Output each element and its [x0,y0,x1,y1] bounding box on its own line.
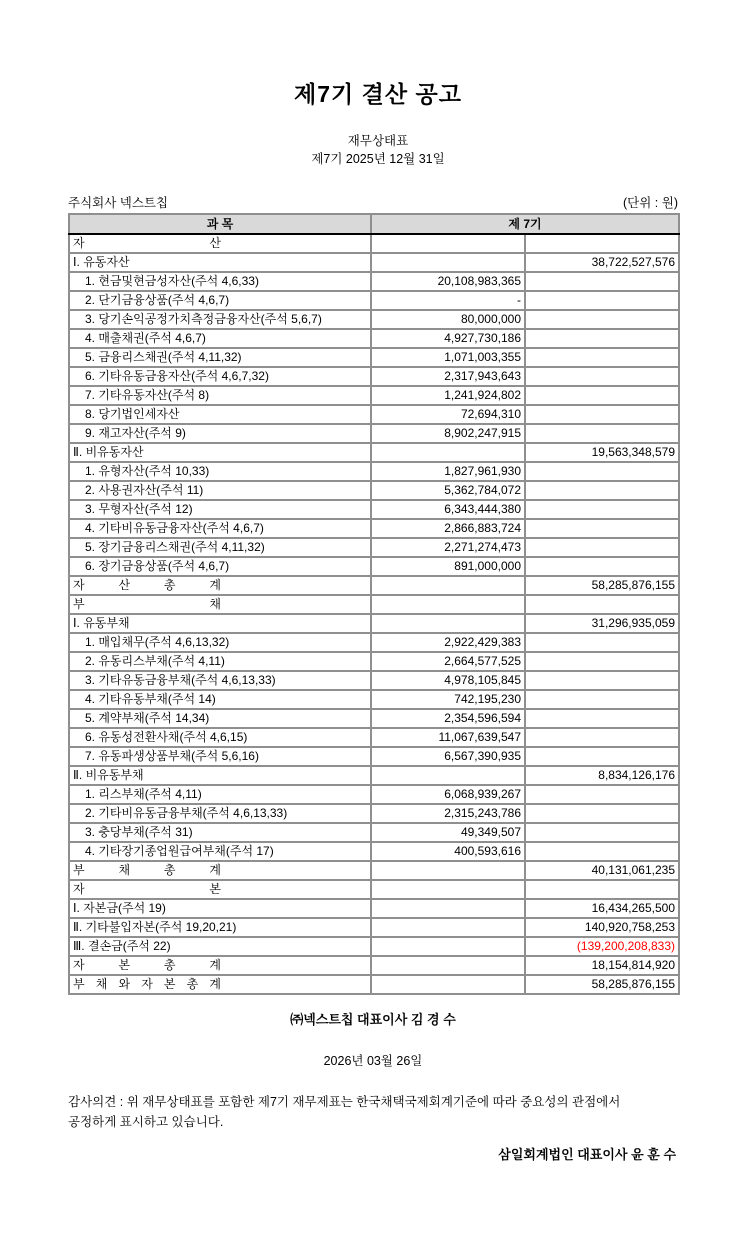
table-row [69,671,679,690]
item-label: 3. 무형자산(주석 12) [69,500,371,519]
amount-cell: 6,567,390,935 [371,747,525,766]
total-cell [525,424,679,443]
total-cell: 19,563,348,579 [525,443,679,462]
amount-cell [371,443,525,462]
item-label: Ⅰ. 유동부채 [69,614,371,633]
table-row [69,937,679,956]
total-cell [525,804,679,823]
item-label [69,595,371,614]
item-label: 1. 현금및현금성자산(주석 4,6,33) [69,272,371,291]
amount-cell: - [371,291,525,310]
item-label: Ⅰ. 자본금(주석 19) [69,899,371,918]
item-label: 6. 유동성전환사채(주석 4,6,15) [69,728,371,747]
total-cell [525,291,679,310]
amount-cell [371,918,525,937]
item-label-spread: 부 채 [73,597,221,611]
total-cell [525,538,679,557]
item-label [69,880,371,899]
amount-cell: 742,195,230 [371,690,525,709]
statement-date: 제7기 2025년 12월 31일 [311,152,445,166]
amount-cell [371,937,525,956]
item-label [69,576,371,595]
item-label: 8. 당기법인세자산 [69,405,371,424]
table-row [69,709,679,728]
page-title: 제7기 결산 공고 [294,81,462,107]
total-cell [525,519,679,538]
amount-cell [371,253,525,272]
table-header-row [69,214,679,234]
table-row [69,766,679,785]
amount-cell: 6,343,444,380 [371,500,525,519]
total-cell [525,310,679,329]
table-row [69,633,679,652]
table-row [69,234,679,253]
amount-cell: 2,664,577,525 [371,652,525,671]
amount-cell: 1,241,924,802 [371,386,525,405]
ceo-signature-line: ㈜넥스트칩 대표이사 김 경 수 [290,1012,456,1027]
table-row [69,272,679,291]
item-label: 1. 매입채무(주석 4,6,13,32) [69,633,371,652]
item-label-spread: 자 본 [73,882,221,896]
subtitle-block [0,132,756,168]
table-row [69,348,679,367]
item-label: 7. 유동파생상품부채(주석 5,6,16) [69,747,371,766]
amount-cell [371,614,525,633]
auditor-signature-line: 삼일회계법인 대표이사 윤 훈 수 [498,1146,676,1162]
amount-cell [371,234,525,253]
item-label: 3. 기타유동금융부채(주석 4,6,13,33) [69,671,371,690]
total-cell: 31,296,935,059 [525,614,679,633]
column-header-item: 과 목 [69,214,371,234]
total-cell [525,671,679,690]
total-cell: 8,834,126,176 [525,766,679,785]
item-label: 6. 장기금융상품(주석 4,6,7) [69,557,371,576]
audit-opinion-line2: 공정하게 표시하고 있습니다. [68,1115,224,1129]
table-row [69,652,679,671]
table-row [69,481,679,500]
table-row [69,500,679,519]
column-header-period: 제 7기 [371,214,679,234]
table-row [69,975,679,994]
balance-sheet-table [68,213,680,995]
amount-cell [371,576,525,595]
table-row [69,690,679,709]
total-cell [525,386,679,405]
table-row [69,291,679,310]
amount-cell [371,880,525,899]
total-cell: (139,200,208,833) [525,937,679,956]
total-cell [525,367,679,386]
item-label [69,975,371,994]
table-row [69,253,679,272]
total-cell [525,348,679,367]
total-cell [525,747,679,766]
amount-cell: 2,315,243,786 [371,804,525,823]
item-label: 5. 금융리스채권(주석 4,11,32) [69,348,371,367]
item-label: 2. 기타비유동금융부채(주석 4,6,13,33) [69,804,371,823]
amount-cell: 1,071,003,355 [371,348,525,367]
amount-cell [371,899,525,918]
amount-cell: 8,902,247,915 [371,424,525,443]
item-label: 4. 기타유동부채(주석 14) [69,690,371,709]
total-cell [525,481,679,500]
amount-cell: 80,000,000 [371,310,525,329]
item-label: 1. 리스부채(주석 4,11) [69,785,371,804]
table-row [69,576,679,595]
table-row [69,842,679,861]
item-label: Ⅱ. 비유동부채 [69,766,371,785]
total-cell [525,652,679,671]
item-label-spread: 자 산 [73,236,221,250]
item-label: 2. 사용권자산(주석 11) [69,481,371,500]
item-label-spread: 자 산 총 계 [73,578,221,592]
item-label: 1. 유형자산(주석 10,33) [69,462,371,481]
amount-cell: 4,978,105,845 [371,671,525,690]
amount-cell: 2,354,596,594 [371,709,525,728]
amount-cell: 20,108,983,365 [371,272,525,291]
table-row [69,614,679,633]
table-row [69,424,679,443]
total-cell [525,557,679,576]
company-row [68,195,678,211]
total-cell [525,842,679,861]
total-cell: 140,920,758,253 [525,918,679,937]
table-row [69,557,679,576]
table-row [69,329,679,348]
amount-cell [371,766,525,785]
table-row [69,443,679,462]
amount-cell: 2,271,274,473 [371,538,525,557]
balance-sheet-body [69,234,679,994]
item-label: 4. 기타비유동금융자산(주석 4,6,7) [69,519,371,538]
total-cell [525,823,679,842]
item-label: 3. 충당부채(주석 31) [69,823,371,842]
item-label-spread: 자 본 총 계 [73,958,221,972]
table-row [69,899,679,918]
table-row [69,386,679,405]
table-row [69,405,679,424]
audit-opinion [68,1092,678,1132]
item-label: Ⅱ. 비유동자산 [69,443,371,462]
amount-cell: 49,349,507 [371,823,525,842]
amount-cell [371,956,525,975]
item-label [69,861,371,880]
item-label: 6. 기타유동금융자산(주석 4,6,7,32) [69,367,371,386]
total-cell [525,595,679,614]
item-label: Ⅱ. 기타불입자본(주석 19,20,21) [69,918,371,937]
table-row [69,538,679,557]
amount-cell: 2,317,943,643 [371,367,525,386]
amount-cell [371,975,525,994]
table-row [69,462,679,481]
audit-opinion-line1: 감사의견 : 위 재무상태표를 포함한 제7기 재무제표는 한국채택국제회계기준에 따라 중요성의 관점에서 [68,1095,621,1109]
company-name: 주식회사 넥스트칩 [68,196,169,210]
table-row [69,728,679,747]
amount-cell: 1,827,961,930 [371,462,525,481]
total-cell: 16,434,265,500 [525,899,679,918]
item-label [69,956,371,975]
table-row [69,804,679,823]
table-row [69,918,679,937]
statement-name: 재무상태표 [347,134,409,148]
table-row [69,595,679,614]
item-label: 7. 기타유동자산(주석 8) [69,386,371,405]
table-row [69,880,679,899]
total-cell [525,405,679,424]
table-row [69,310,679,329]
item-label: 3. 당기손익공정가치측정금융자산(주석 5,6,7) [69,310,371,329]
amount-cell: 2,866,883,724 [371,519,525,538]
item-label-spread: 부 채 와 자 본 총 계 [73,977,221,991]
table-row [69,956,679,975]
total-cell [525,234,679,253]
total-cell [525,709,679,728]
item-label: Ⅲ. 결손금(주석 22) [69,937,371,956]
table-row [69,367,679,386]
item-label: 5. 장기금융리스채권(주석 4,11,32) [69,538,371,557]
total-cell: 38,722,527,576 [525,253,679,272]
amount-cell: 4,927,730,186 [371,329,525,348]
amount-cell [371,861,525,880]
amount-cell: 891,000,000 [371,557,525,576]
total-cell [525,329,679,348]
total-cell [525,880,679,899]
table-row [69,747,679,766]
item-label: 4. 기타장기종업원급여부채(주석 17) [69,842,371,861]
unit-label: (단위 : 원) [623,196,678,210]
total-cell [525,462,679,481]
total-cell: 58,285,876,155 [525,576,679,595]
item-label: 2. 유동리스부채(주석 4,11) [69,652,371,671]
item-label: Ⅰ. 유동자산 [69,253,371,272]
amount-cell: 11,067,639,547 [371,728,525,747]
item-label: 4. 매출채권(주석 4,6,7) [69,329,371,348]
item-label: 5. 계약부채(주석 14,34) [69,709,371,728]
item-label-spread: 부 채 총 계 [73,863,221,877]
table-row [69,785,679,804]
amount-cell: 72,694,310 [371,405,525,424]
item-label: 9. 재고자산(주석 9) [69,424,371,443]
amount-cell: 6,068,939,267 [371,785,525,804]
total-cell [525,500,679,519]
total-cell [525,633,679,652]
table-row [69,823,679,842]
amount-cell: 400,593,616 [371,842,525,861]
amount-cell [371,595,525,614]
total-cell [525,272,679,291]
total-cell [525,690,679,709]
announcement-date: 2026년 03월 26일 [323,1054,423,1068]
total-cell [525,728,679,747]
table-row [69,519,679,538]
total-cell [525,785,679,804]
amount-cell: 2,922,429,383 [371,633,525,652]
total-cell: 40,131,061,235 [525,861,679,880]
total-cell: 18,154,814,920 [525,956,679,975]
table-row [69,861,679,880]
item-label: 2. 단기금융상품(주석 4,6,7) [69,291,371,310]
amount-cell: 5,362,784,072 [371,481,525,500]
item-label [69,234,371,253]
total-cell: 58,285,876,155 [525,975,679,994]
